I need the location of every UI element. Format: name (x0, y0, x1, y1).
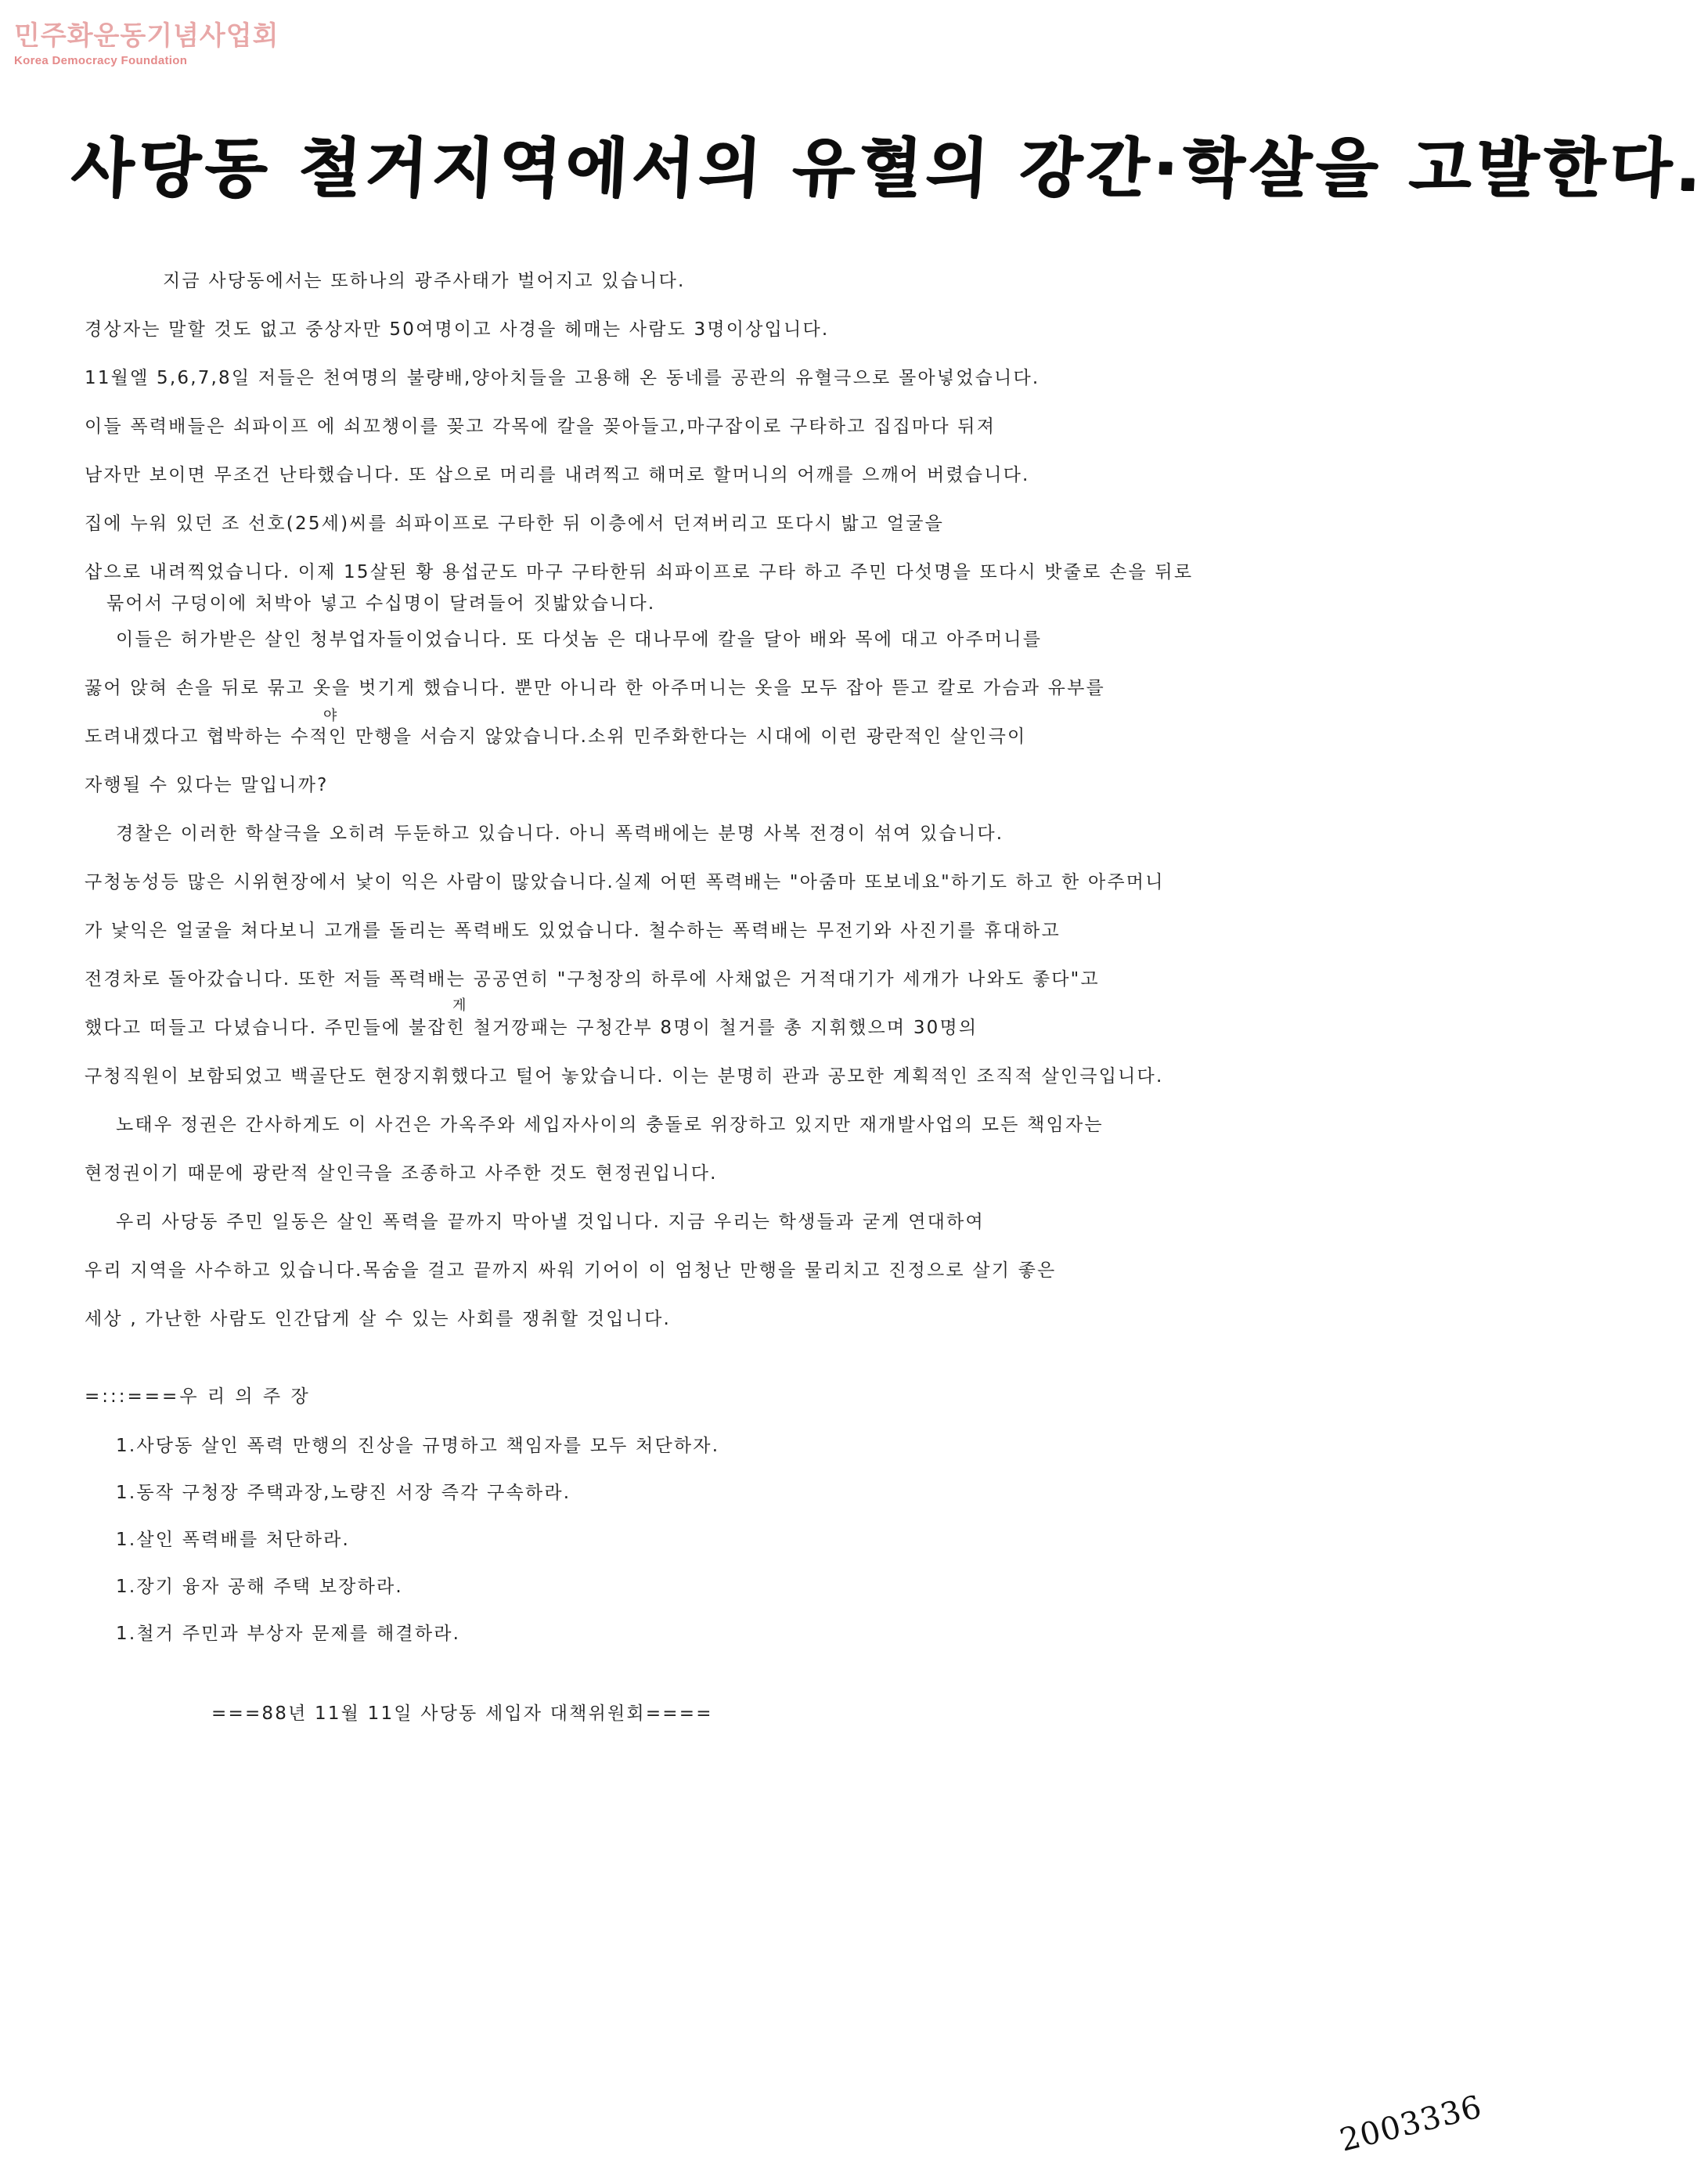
body-line: 도려내겠다고 협박하는 수적인 만행을 서슴지 않았습니다.소위 민주화한다는 시대에 이런 광란적인 살인극이 (85, 726, 1027, 747)
body-line: 세상 , 가난한 사람도 인간답게 살 수 있는 사회를 쟁취할 것입니다. (85, 1309, 672, 1329)
body-line: 우리 사당동 주민 일동은 살인 폭력을 끝까지 막아낼 것입니다. 지금 우리는 학생들과 굳게 연대하여 (116, 1212, 985, 1232)
body-line: 묶어서 구덩이에 처박아 넣고 수십명이 달려들어 짓밟았습니다. (106, 593, 656, 614)
claim-item: 1.사당동 살인 폭력 만행의 진상을 규명하고 책임자를 모두 처단하자. (116, 1436, 720, 1456)
claim-item: 1.철거 주민과 부상자 문제를 해결하라. (116, 1624, 461, 1644)
body-line: 이들은 허가받은 살인 청부업자들이었습니다. 또 다섯놈 은 대나무에 칼을 달아 배와 목에 대고 아주머니를 (116, 629, 1043, 650)
watermark-korean: 민주화운동기념사업회 (14, 20, 279, 52)
body-line: 자행될 수 있다는 말입니까? (85, 775, 329, 795)
body-line: 삽으로 내려찍었습니다. 이제 15살된 황 용섭군도 마구 구타한뒤 쇠파이프로 구타 하고 주민 다섯명을 또다시 밧줄로 손을 뒤로 (85, 562, 1194, 582)
body-line: 꿇어 앉혀 손을 뒤로 묶고 옷을 벗기게 했습니다. 뿐만 아니라 한 아주머니는 옷을 모두 잡아 뜯고 칼로 가슴과 유부를 (85, 678, 1105, 698)
body-line: 구청농성등 많은 시위현장에서 낯이 익은 사람이 많았습니다.실제 어떤 폭력배는 "아줌마 또보네요"하기도 하고 한 아주머니 (85, 872, 1165, 892)
body-line: 남자만 보이면 무조건 난타했습니다. 또 삽으로 머리를 내려찍고 해머로 할머니의 어깨를 으깨어 버렸습니다. (85, 465, 1030, 485)
body-line: 집에 누워 있던 조 선호(25세)씨를 쇠파이프로 구타한 뒤 이층에서 던져버리고 또다시 밟고 얼굴을 (85, 514, 945, 534)
handwritten-archive-number: 2003336 (1336, 2089, 1486, 2159)
handwritten-insertion: 야 (323, 708, 337, 724)
claims-heading: =:::===우 리 의 주 장 (85, 1386, 311, 1407)
claim-item: 1.동작 구청장 주택과장,노량진 서장 즉각 구속하라. (116, 1483, 571, 1503)
document-title: 사당동 철거지역에서의 유혈의 강간·학살을 고발한다. (70, 132, 1708, 206)
body-line: 경상자는 말할 것도 없고 중상자만 50여명이고 사경을 헤매는 사람도 3명이상입니다. (85, 319, 830, 340)
body-line: 현정권이기 때문에 광란적 살인극을 조종하고 사주한 것도 현정권입니다. (85, 1163, 718, 1184)
foundation-watermark (14, 14, 279, 67)
body-line: 경찰은 이러한 학살극을 오히려 두둔하고 있습니다. 아니 폭력배에는 분명 사복 전경이 섞여 있습니다. (116, 824, 1004, 844)
body-line: 노태우 정권은 간사하게도 이 사건은 가옥주와 세입자사이의 충돌로 위장하고 있지만 재개발사업의 모든 책임자는 (116, 1115, 1104, 1135)
claim-item: 1.살인 폭력배를 처단하라. (116, 1530, 351, 1550)
body-line: 구청직원이 보함되었고 백골단도 현장지휘했다고 털어 놓았습니다. 이는 분명히 관과 공모한 계획적인 조직적 살인극입니다. (85, 1066, 1164, 1087)
watermark-english: Korea Democracy Foundation (14, 54, 188, 67)
body-line: 가 낯익은 얼굴을 쳐다보니 고개를 돌리는 폭력배도 있었습니다. 철수하는 폭력배는 무전기와 사진기를 휴대하고 (85, 921, 1061, 941)
signoff: ===88년 11월 11일 사당동 세입자 대책위원회==== (211, 1703, 713, 1724)
body-line: 했다고 떠들고 다녔습니다. 주민들에 불잡힌 철거깡패는 구청간부 8명이 철거를 총 지휘했으며 30명의 (85, 1018, 978, 1038)
handwritten-insertion: 게 (452, 997, 467, 1014)
body-line: 지금 사당동에서는 또하나의 광주사태가 벌어지고 있습니다. (163, 271, 686, 291)
claim-item: 1.장기 융자 공해 주택 보장하라. (116, 1577, 403, 1597)
body-line: 전경차로 돌아갔습니다. 또한 저들 폭력배는 공공연히 "구청장의 하루에 사채없은 거적대기가 세개가 나와도 좋다"고 (85, 969, 1100, 990)
body-line: 우리 지역을 사수하고 있습니다.목숨을 걸고 끝까지 싸워 기어이 이 엄청난 만행을 물리치고 진정으로 살기 좋은 (85, 1260, 1057, 1281)
body-line: 이들 폭력배들은 쇠파이프 에 쇠꼬챙이를 꽂고 각목에 칼을 꽂아들고,마구잡이로 구타하고 집집마다 뒤져 (85, 416, 996, 437)
body-line: 11월엘 5,6,7,8일 저들은 천여명의 불량배,양아치들을 고용해 온 동네를 공관의 유혈극으로 몰아넣었습니다. (85, 368, 1040, 388)
